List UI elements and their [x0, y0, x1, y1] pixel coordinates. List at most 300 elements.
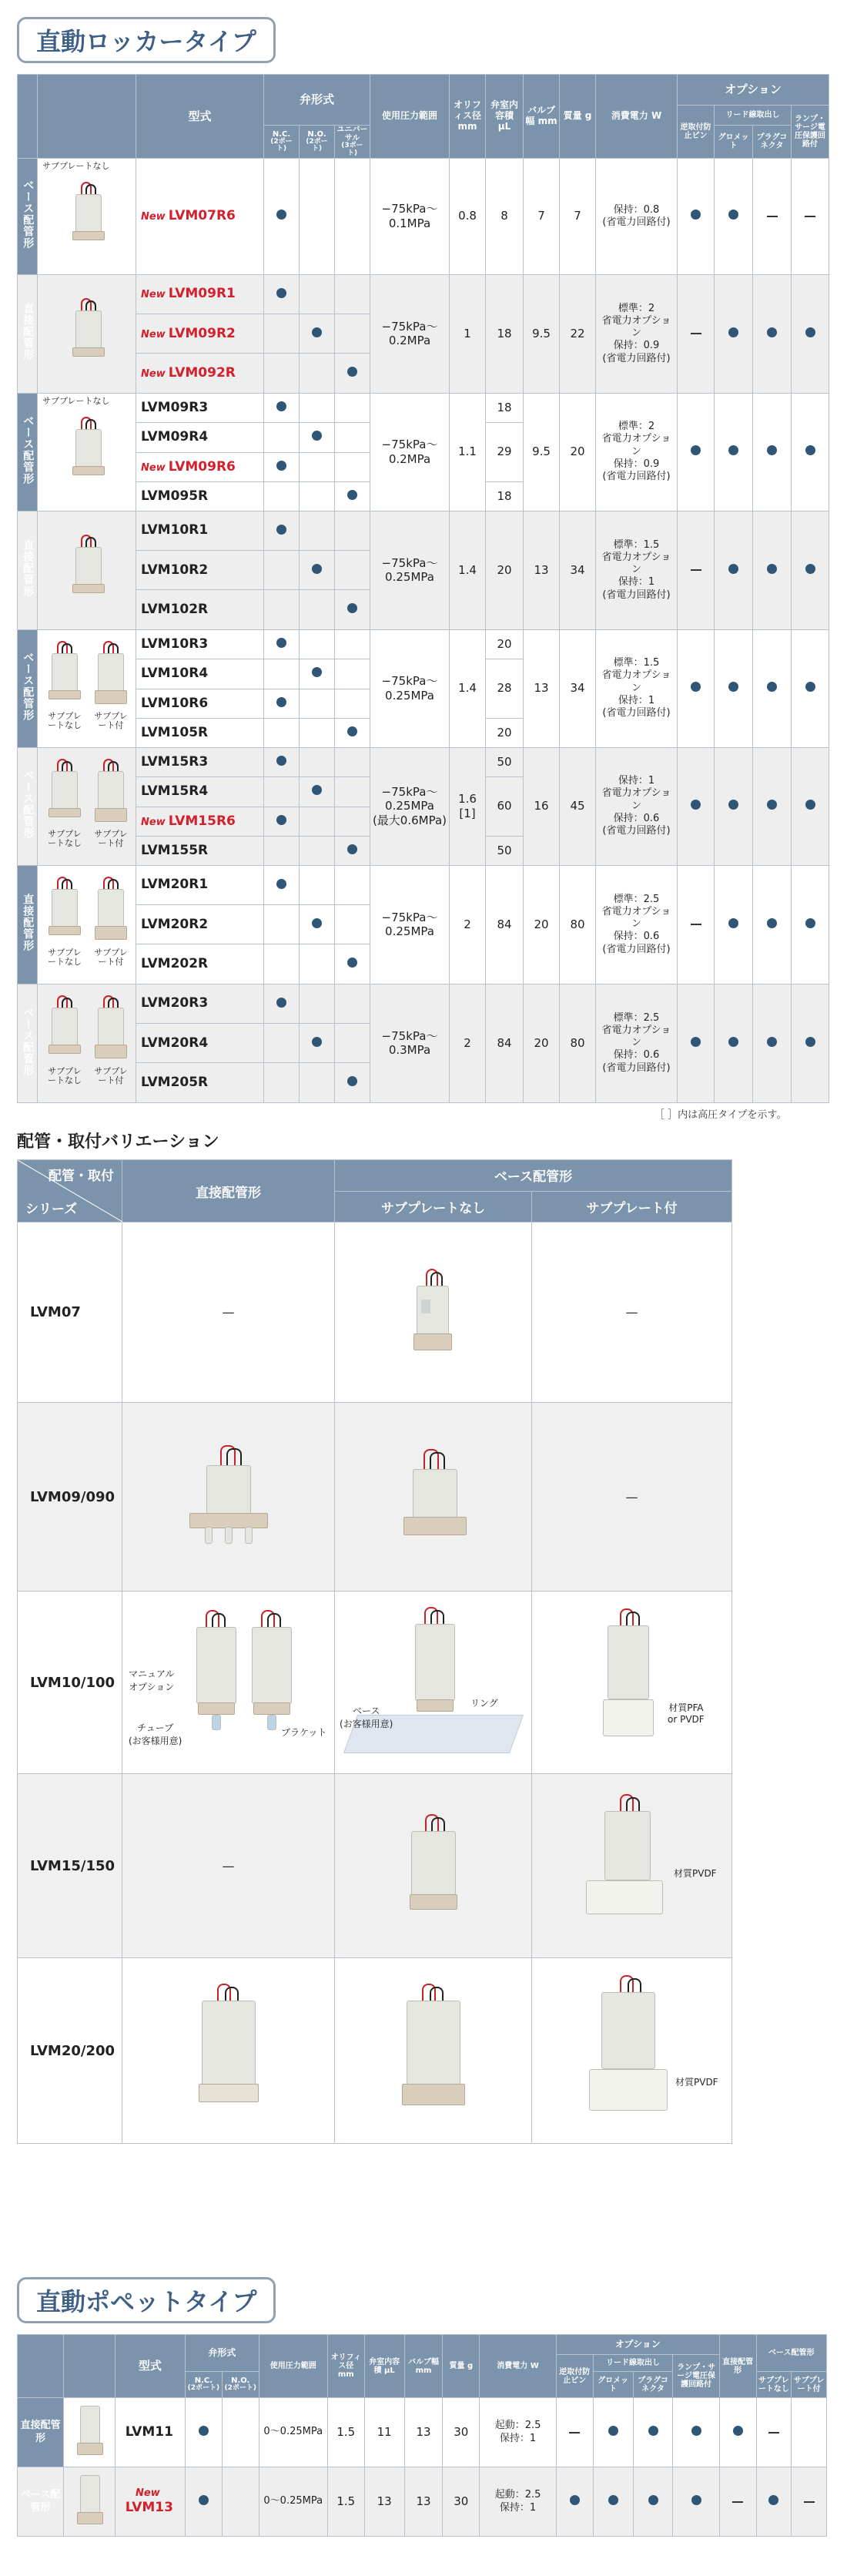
option-cell [792, 865, 829, 984]
pressure-cell: 0〜0.25MPa [259, 2467, 327, 2537]
valve-type-uni-cell [335, 747, 370, 776]
header-model: 型式 [115, 2335, 185, 2398]
filled-dot-icon [805, 918, 815, 928]
width-cell: 16 [524, 747, 560, 865]
spec-row [18, 511, 829, 550]
valve-image [74, 2469, 105, 2531]
variation-image-cell [335, 1403, 532, 1592]
image-caption: サブプレートなし [42, 395, 110, 406]
variation-cell-empty: — [532, 1223, 732, 1403]
header-opt-plug: プラグコネクタ [633, 2372, 673, 2398]
new-badge: New [141, 367, 166, 380]
orifice-cell: 1.5 [327, 2398, 364, 2467]
filled-dot-icon [767, 1037, 777, 1047]
variation-col-direct: 直接配管形 [122, 1160, 335, 1223]
model-name: LVM205R [141, 1074, 209, 1090]
model-name: LVM15R6 [168, 813, 236, 829]
volume-cell: 18 [486, 481, 524, 511]
dash-icon [691, 924, 701, 925]
option-cell [753, 274, 792, 393]
filled-dot-icon [728, 800, 738, 810]
header-blank [18, 2335, 64, 2398]
valve-type-nc-cell [264, 905, 300, 944]
mount-sub-with-cell [792, 2398, 827, 2467]
valve-type-no-cell [300, 511, 335, 550]
model-cell [136, 452, 264, 481]
valve-type-uni-cell [335, 944, 370, 984]
mount-type-label [18, 747, 38, 865]
pressure-cell: −75kPa〜0.25MPa [370, 511, 450, 629]
variation-row-lvm20 [18, 1958, 732, 2144]
model-name: LVM10R1 [141, 522, 209, 538]
variation-table [17, 1159, 732, 2144]
image-caption: サブプレート付 [94, 947, 128, 967]
mount-type-label [18, 629, 38, 747]
filled-dot-icon [347, 844, 357, 854]
new-badge: New [141, 816, 166, 828]
pressure-cell: −75kPa〜0.3MPa [370, 984, 450, 1102]
pressure-cell: −75kPa〜0.25MPa [370, 629, 450, 747]
option-cell [715, 511, 753, 629]
filled-dot-icon [728, 682, 738, 692]
callout-material-pvdf: 材質PVDF [675, 2077, 718, 2088]
valve-image [407, 1814, 460, 1914]
valve-type-nc-cell [264, 629, 300, 659]
volume-cell: 20 [486, 511, 524, 629]
filled-dot-icon [805, 564, 815, 574]
option-cell [678, 629, 715, 747]
mount-type-label [18, 984, 38, 1102]
spec-row [18, 629, 829, 659]
valve-image [65, 535, 112, 604]
filled-dot-icon [276, 756, 286, 766]
mass-cell: 45 [560, 747, 596, 865]
valve-type-uni-cell [335, 481, 370, 511]
valve-type-uni-cell [335, 1024, 370, 1063]
model-name: LVM07R6 [168, 208, 236, 224]
volume-cell: 50 [486, 836, 524, 865]
valve-type-no-cell [300, 274, 335, 314]
option-cell [753, 158, 792, 274]
option-cell [753, 865, 792, 984]
model-cell [136, 807, 264, 836]
model-name: LVM202R [141, 955, 209, 971]
header-lead: リード線取出し [715, 106, 792, 126]
mount-type-label [18, 393, 38, 511]
variation-image-cell [122, 1958, 335, 2144]
filled-dot-icon [312, 785, 322, 795]
valve-image [45, 641, 84, 710]
filled-dot-icon [767, 445, 777, 455]
spec-row [18, 274, 829, 314]
dash-icon [804, 2501, 815, 2503]
filled-dot-icon [276, 998, 286, 1008]
width-cell: 13 [524, 629, 560, 747]
spec-row [18, 984, 829, 1023]
mass-cell: 80 [560, 865, 596, 984]
volume-cell: 84 [486, 984, 524, 1102]
valve-type-nc-cell [186, 2398, 223, 2467]
valve-type-no-cell [300, 481, 335, 511]
dash-icon [691, 569, 701, 571]
valve-type-nc-cell [264, 481, 300, 511]
pressure-cell: −75kPa〜0.25MPa [370, 865, 450, 984]
valve-image [193, 1610, 239, 1726]
filled-dot-icon [199, 2495, 209, 2505]
volume-cell: 84 [486, 865, 524, 984]
filled-dot-icon [691, 210, 701, 220]
orifice-cell: 1.6 [1] [450, 747, 486, 865]
new-badge: New [141, 289, 166, 301]
filled-dot-icon [570, 2495, 580, 2505]
volume-cell: 20 [486, 718, 524, 747]
filled-dot-icon [691, 800, 701, 810]
valve-type-nc-cell [264, 944, 300, 984]
volume-cell: 29 [486, 422, 524, 481]
width-cell: 13 [524, 511, 560, 629]
variation-image-cell [335, 1592, 532, 1774]
model-name: LVM155R [141, 842, 209, 858]
valve-type-uni-cell [335, 807, 370, 836]
variation-image-cell [122, 1403, 335, 1592]
option-cell [593, 2467, 633, 2537]
filled-dot-icon [312, 667, 322, 677]
power-cell: 標準：2 省電力オプション 保持：0.9 (省電力回路付) [596, 274, 678, 393]
filled-dot-icon [733, 2426, 743, 2436]
model-cell [136, 689, 264, 718]
dash-icon [691, 333, 701, 334]
header-volume: 弁室内容積 μL [486, 75, 524, 159]
variation-image-cell [335, 1958, 532, 2144]
option-cell [753, 984, 792, 1102]
header-nc-sub: (2ポート) [187, 2384, 220, 2393]
volume-cell: 50 [486, 747, 524, 776]
header-no-sub: (2ポート) [306, 137, 328, 153]
valve-type-uni-cell [335, 865, 370, 904]
header-pressure: 使用圧力範囲 [259, 2335, 327, 2398]
valve-type-uni-cell [335, 590, 370, 629]
valve-type-uni-cell [335, 393, 370, 422]
valve-image [45, 759, 84, 828]
power-cell: 標準：1.5 省電力オプション 保持：1 (省電力回路付) [596, 511, 678, 629]
valve-image [65, 298, 112, 367]
header-width: バルブ幅 mm [524, 75, 560, 159]
header-universal-label: ユニバーサル [336, 126, 368, 143]
model-name: LVM09R1 [168, 286, 236, 302]
valve-type-no-cell [222, 2398, 259, 2467]
product-image-cell [38, 865, 136, 984]
dash-icon [569, 2432, 580, 2433]
option-cell [792, 274, 829, 393]
valve-type-nc-cell [264, 836, 300, 865]
filled-dot-icon [347, 958, 357, 968]
valve-type-uni-cell [335, 551, 370, 590]
model-cell [136, 274, 264, 314]
volume-cell: 20 [486, 629, 524, 659]
mount-type-label [18, 511, 38, 629]
filled-dot-icon [276, 697, 286, 707]
header-no [300, 126, 335, 159]
pressure-cell: −75kPa〜0.1MPa [370, 158, 450, 274]
valve-image [65, 417, 112, 486]
option-cell [715, 865, 753, 984]
variation-image-cell [532, 1958, 732, 2144]
mount-type-text: 直接配管形 [22, 539, 35, 598]
header-nc [186, 2372, 223, 2398]
option-cell [753, 511, 792, 629]
dash-icon [767, 216, 778, 217]
header-image [38, 75, 136, 159]
header-model: 型式 [136, 75, 264, 159]
model-cell [136, 944, 264, 984]
valve-type-no-cell [222, 2467, 259, 2537]
pressure-cell: 0〜0.25MPa [259, 2398, 327, 2467]
pressure-cell: −75kPa〜0.2MPa [370, 393, 450, 511]
valve-type-no-cell [300, 590, 335, 629]
variation-image-cell [335, 1223, 532, 1403]
option-cell [673, 2398, 719, 2467]
option-cell [715, 747, 753, 865]
product-image-cell [38, 747, 136, 865]
variation-corner-header: 配管・取付 シリーズ [18, 1160, 122, 1223]
valve-type-uni-cell [335, 718, 370, 747]
filled-dot-icon [768, 2495, 778, 2505]
model-cell [136, 422, 264, 452]
valve-type-no-cell [300, 452, 335, 481]
model-name: LVM092R [168, 364, 236, 381]
mass-cell: 34 [560, 629, 596, 747]
orifice-cell: 0.8 [450, 158, 486, 274]
valve-image [65, 182, 112, 251]
header-orifice: オリフィス径 mm [327, 2335, 364, 2398]
filled-dot-icon [276, 210, 286, 220]
model-name: LVM20R1 [141, 877, 209, 893]
valve-image [410, 1269, 457, 1353]
valve-type-uni-cell [335, 274, 370, 314]
header-width: バルブ幅 mm [404, 2335, 443, 2398]
model-cell [136, 551, 264, 590]
valve-type-no-cell [300, 551, 335, 590]
model-name: LVM10R6 [141, 695, 209, 711]
option-cell [792, 158, 829, 274]
valve-type-no-cell [300, 314, 335, 354]
model-cell [136, 718, 264, 747]
valve-image [399, 1449, 468, 1541]
valve-type-nc-cell [264, 422, 300, 452]
model-name: LVM20R4 [141, 1035, 209, 1051]
mount-type-text: ベース配管形 [22, 652, 35, 722]
width-cell: 7 [524, 158, 560, 274]
header-mass: 質量 g [443, 2335, 480, 2398]
valve-type-nc-cell [264, 659, 300, 689]
model-name: LVM09R2 [168, 325, 236, 341]
orifice-cell: 1.4 [450, 511, 486, 629]
filled-dot-icon [767, 800, 777, 810]
image-caption: サブプレートなし [48, 828, 82, 848]
valve-type-nc-cell [264, 393, 300, 422]
model-cell [136, 354, 264, 393]
header-universal-sub: (3ポート) [341, 142, 363, 157]
header-opt-grommet: グロメット [593, 2372, 633, 2398]
mount-type-text: 直接配管形 [20, 2420, 61, 2444]
mount-sub-none-cell [756, 2467, 792, 2537]
valve-type-no-cell [300, 865, 335, 904]
power-cell: 起動：2.5 保持：1 [480, 2467, 557, 2537]
option-cell [792, 629, 829, 747]
valve-image [74, 2400, 105, 2461]
model-name: LVM10R4 [141, 666, 209, 682]
valve-image [186, 1445, 271, 1545]
product-image-cell [38, 393, 136, 511]
option-cell [633, 2398, 673, 2467]
mount-sub-none-cell [756, 2398, 792, 2467]
filled-dot-icon [312, 327, 322, 337]
dash-icon [768, 2432, 779, 2433]
option-cell [715, 158, 753, 274]
option-cell [715, 984, 753, 1102]
valve-type-nc-cell [264, 511, 300, 550]
width-cell: 9.5 [524, 393, 560, 511]
power-cell: 標準：2.5 省電力オプション 保持：0.6 (省電力回路付) [596, 865, 678, 984]
valve-type-nc-cell [264, 452, 300, 481]
header-options: オプション [556, 2335, 719, 2355]
callout-tube: チューブ (お客様用意) [129, 1722, 182, 1746]
model-name: LVM09R3 [141, 399, 209, 415]
poppet-spec-table [17, 2334, 827, 2537]
model-cell [136, 1024, 264, 1063]
filled-dot-icon [312, 564, 322, 574]
mount-type-text: 直接配管形 [22, 894, 35, 952]
filled-dot-icon [648, 2426, 658, 2436]
valve-type-nc-cell [264, 689, 300, 718]
option-cell [792, 511, 829, 629]
header-sub-none: サブプレートなし [756, 2372, 792, 2398]
orifice-cell: 1.4 [450, 629, 486, 747]
option-cell [556, 2398, 593, 2467]
valve-type-uni-cell [335, 1063, 370, 1102]
variation-series-label: LVM20/200 [18, 1958, 122, 2144]
valve-type-no-cell [300, 836, 335, 865]
volume-cell: 28 [486, 659, 524, 718]
header-no [222, 2372, 259, 2398]
filled-dot-icon [347, 726, 357, 736]
mount-type-label [18, 865, 38, 984]
model-name: LVM095R [141, 488, 209, 504]
rocker-footnote: ［ ］内は高圧タイプを示す。 [654, 1109, 787, 1121]
valve-type-nc-cell [264, 776, 300, 807]
option-cell [556, 2467, 593, 2537]
mount-type-text: ベース配管形 [22, 770, 35, 840]
variation-row-lvm07 [18, 1223, 732, 1403]
filled-dot-icon [728, 445, 738, 455]
option-cell [792, 393, 829, 511]
valve-type-uni-cell [335, 689, 370, 718]
filled-dot-icon [767, 682, 777, 692]
power-cell: 保持：0.8 (省電力回路付) [596, 158, 678, 274]
width-cell: 13 [404, 2398, 443, 2467]
valve-image [194, 1984, 263, 2115]
model-cell [115, 2467, 185, 2537]
spec-row [18, 865, 829, 904]
section-title-variations: 配管・取付バリエーション [17, 1132, 219, 1152]
pressure-cell: −75kPa〜0.2MPa [370, 274, 450, 393]
filled-dot-icon [691, 1037, 701, 1047]
valve-type-no-cell [300, 393, 335, 422]
model-cell [136, 590, 264, 629]
new-badge: New [136, 2487, 160, 2499]
mount-type-text: 直接配管形 [22, 303, 35, 361]
width-cell: 13 [404, 2467, 443, 2537]
filled-dot-icon [805, 682, 815, 692]
width-cell: 20 [524, 865, 560, 984]
filled-dot-icon [728, 918, 738, 928]
variation-image-cell [532, 1592, 732, 1774]
filled-dot-icon [312, 918, 322, 928]
model-cell [136, 776, 264, 807]
model-cell [136, 629, 264, 659]
header-nc-label: N.C. [272, 129, 291, 139]
filled-dot-icon [347, 603, 357, 613]
valve-image [92, 641, 130, 710]
header-pressure: 使用圧力範囲 [370, 75, 450, 159]
filled-dot-icon [608, 2426, 618, 2436]
option-cell [678, 984, 715, 1102]
filled-dot-icon [691, 2426, 701, 2436]
variation-series-label: LVM07 [18, 1223, 122, 1403]
filled-dot-icon [728, 564, 738, 574]
model-name: LVM102R [141, 601, 209, 617]
spec-row [18, 747, 829, 776]
callout-material-pfa: 材質PFA or PVDF [668, 1702, 705, 1725]
filled-dot-icon [767, 327, 777, 337]
model-cell [136, 393, 264, 422]
filled-dot-icon [728, 1037, 738, 1047]
valve-type-uni-cell [335, 776, 370, 807]
header-power: 消費電力 W [480, 2335, 557, 2398]
volume-cell: 13 [364, 2467, 404, 2537]
filled-dot-icon [691, 2495, 701, 2505]
header-mass: 質量 g [560, 75, 596, 159]
filled-dot-icon [276, 401, 286, 411]
header-opt-lamp: ランプ・サージ電圧保護回路付 [792, 106, 829, 159]
spec-row [18, 393, 829, 422]
callout-bracket: ブラケット [281, 1727, 327, 1738]
header-opt-pin: 逆取付防止ピン [556, 2355, 593, 2398]
option-cell [678, 274, 715, 393]
option-cell [673, 2467, 719, 2537]
product-image-cell [38, 511, 136, 629]
variation-image-cell [532, 1774, 732, 1958]
valve-type-nc-cell [264, 354, 300, 393]
image-caption: サブプレートなし [48, 947, 82, 967]
width-cell: 20 [524, 984, 560, 1102]
image-caption: サブプレートなし [42, 160, 110, 171]
valve-type-uni-cell [335, 984, 370, 1023]
variation-image-cell [335, 1774, 532, 1958]
header-direct: 直接配管形 [719, 2335, 756, 2398]
model-cell [136, 747, 264, 776]
header-blank [18, 75, 38, 159]
model-cell [136, 865, 264, 904]
variation-row-lvm10 [18, 1592, 732, 1774]
filled-dot-icon [805, 800, 815, 810]
valve-type-no-cell [300, 718, 335, 747]
callout-ring: リング [470, 1698, 498, 1709]
valve-type-no-cell [300, 984, 335, 1023]
image-caption: サブプレート付 [94, 828, 128, 848]
dash-icon [805, 216, 815, 217]
power-cell: 標準：1.5 省電力オプション 保持：1 (省電力回路付) [596, 629, 678, 747]
